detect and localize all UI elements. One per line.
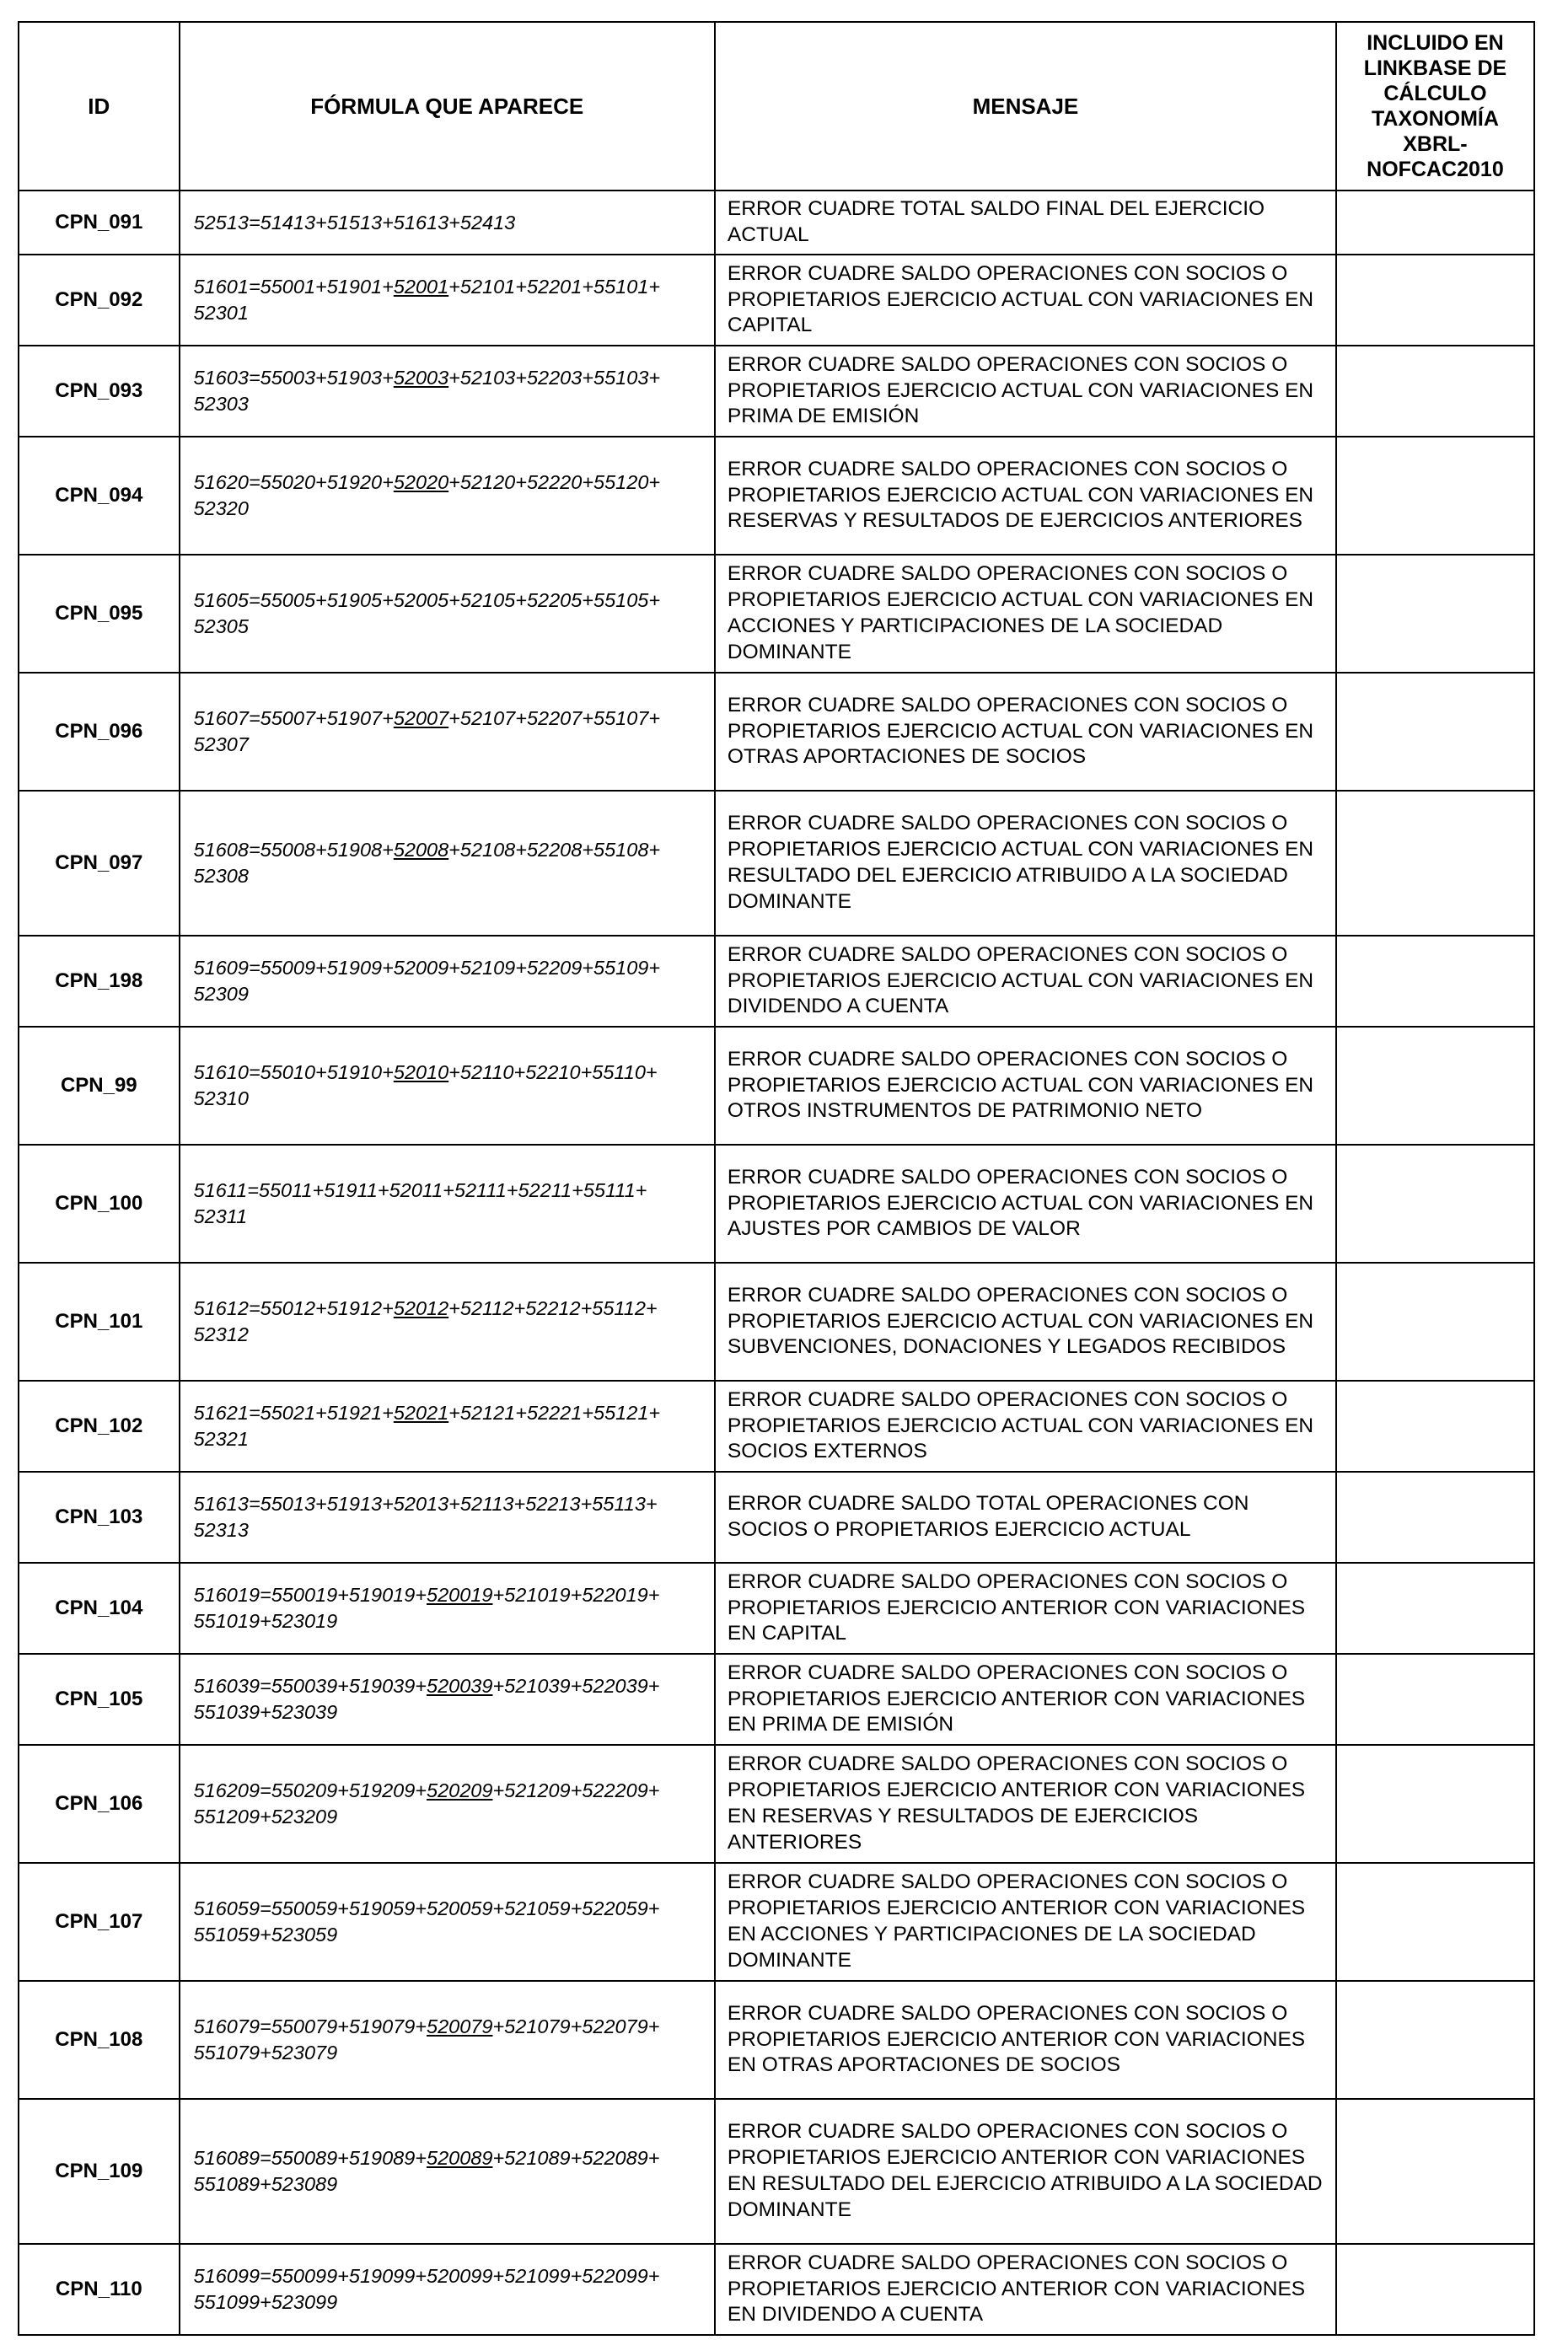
table-row (19, 2099, 1534, 2244)
formula-part: 51621=55021+51921+ (193, 1402, 394, 1424)
row-formula (180, 1654, 715, 1745)
row-included (1336, 1981, 1534, 2099)
formula-part: +52103+52203+55103+ (448, 367, 661, 389)
row-included (1336, 2099, 1534, 2244)
formula-part: 51608=55008+51908+ (193, 839, 394, 861)
row-message: ERROR CUADRE SALDO OPERACIONES CON SOCIOS O PROPIETARIOS EJERCICIO ACTUAL CON VARIACIONES EN AJUSTES POR CAMBIOS DE VALOR (715, 1145, 1336, 1263)
row-included (1336, 936, 1534, 1027)
formula-underlined-part: 52007 (393, 707, 449, 729)
formula-part: +52108+52208+55108+ (448, 839, 661, 861)
formula-part: 52307 (193, 733, 249, 755)
row-included (1336, 437, 1534, 555)
row-included (1336, 555, 1534, 673)
table-row (19, 1027, 1534, 1145)
table-row (19, 346, 1534, 437)
row-included (1336, 1563, 1534, 1654)
formula-underlined-part: 520209 (427, 1779, 493, 1801)
table-body (19, 191, 1534, 2335)
row-message: ERROR CUADRE SALDO OPERACIONES CON SOCIOS O PROPIETARIOS EJERCICIO ACTUAL CON VARIACIONES EN PRIMA DE EMISIÓN (715, 346, 1336, 437)
formula-part: +52120+52220+55120+ (448, 471, 661, 493)
formula-underlined-part: 52008 (393, 839, 449, 861)
formula-part: 51620=55020+51920+ (193, 471, 394, 493)
table-row (19, 1563, 1534, 1654)
table-row (19, 936, 1534, 1027)
formula-part: 516089=550089+519089+ (193, 2147, 427, 2169)
formula-part: 516039=550039+519039+ (193, 1675, 427, 1697)
table-row (19, 1263, 1534, 1381)
formula-part: 516099=550099+519099+520099+521099+522099+ (193, 2265, 660, 2287)
row-id: CPN_095 (19, 555, 180, 673)
formula-part: 51601=55001+51901+ (193, 276, 394, 298)
formula-part: +52121+52221+55121+ (448, 1402, 661, 1424)
table-row (19, 1654, 1534, 1745)
row-included (1336, 191, 1534, 255)
table-row (19, 555, 1534, 673)
row-included (1336, 673, 1534, 791)
validation-rules-table (18, 21, 1535, 2336)
formula-part: 51612=55012+51912+ (193, 1297, 394, 1319)
row-message: ERROR CUADRE SALDO OPERACIONES CON SOCIOS O PROPIETARIOS EJERCICIO ACTUAL CON VARIACIONES EN DIVIDENDO A CUENTA (715, 936, 1336, 1027)
row-included (1336, 1381, 1534, 1472)
row-id: CPN_101 (19, 1263, 180, 1381)
formula-part: 52301 (193, 302, 249, 324)
header-included: INCLUIDO EN LINKBASE DE CÁLCULO TAXONOMÍA XBRL-NOFCAC2010 (1336, 22, 1534, 191)
row-id: CPN_105 (19, 1654, 180, 1745)
formula-part: 51603=55003+51903+ (193, 367, 394, 389)
row-formula (180, 191, 715, 255)
row-message: ERROR CUADRE SALDO OPERACIONES CON SOCIOS O PROPIETARIOS EJERCICIO ANTERIOR CON VARIACIONES EN ACCIONES Y PARTICIPACIONES DE LA SOCIEDAD DOMINANTE (715, 1863, 1336, 1981)
row-formula (180, 1563, 715, 1654)
row-id: CPN_096 (19, 673, 180, 791)
row-message: ERROR CUADRE TOTAL SALDO FINAL DEL EJERCICIO ACTUAL (715, 191, 1336, 255)
formula-underlined-part: 52020 (393, 471, 449, 493)
formula-underlined-part: 52001 (393, 276, 449, 298)
row-included (1336, 1863, 1534, 1981)
row-message: ERROR CUADRE SALDO OPERACIONES CON SOCIOS O PROPIETARIOS EJERCICIO ACTUAL CON VARIACIONES EN CAPITAL (715, 255, 1336, 346)
row-id: CPN_091 (19, 191, 180, 255)
table-row (19, 791, 1534, 936)
formula-part: 551019+523019 (193, 1610, 338, 1632)
row-message: ERROR CUADRE SALDO OPERACIONES CON SOCIOS O PROPIETARIOS EJERCICIO ANTERIOR CON VARIACIONES EN OTRAS APORTACIONES DE SOCIOS (715, 1981, 1336, 2099)
row-included (1336, 1745, 1534, 1863)
formula-part: +52112+52212+55112+ (448, 1297, 658, 1319)
row-formula (180, 1981, 715, 2099)
formula-part: +521089+522089+ (492, 2147, 660, 2169)
formula-part: 551039+523039 (193, 1701, 338, 1723)
row-id: CPN_093 (19, 346, 180, 437)
row-formula (180, 1381, 715, 1472)
row-formula (180, 1472, 715, 1563)
row-formula (180, 255, 715, 346)
table-header-row (19, 22, 1534, 191)
row-included (1336, 1654, 1534, 1745)
formula-part: 52311 (193, 1205, 248, 1227)
row-included (1336, 1472, 1534, 1563)
row-formula (180, 673, 715, 791)
row-included (1336, 346, 1534, 437)
row-id: CPN_109 (19, 2099, 180, 2244)
row-formula (180, 1863, 715, 1981)
formula-part: 551079+523079 (193, 2042, 338, 2064)
formula-underlined-part: 52021 (393, 1402, 449, 1424)
row-id: CPN_092 (19, 255, 180, 346)
formula-underlined-part: 520039 (427, 1675, 493, 1697)
row-message: ERROR CUADRE SALDO OPERACIONES CON SOCIOS O PROPIETARIOS EJERCICIO ACTUAL CON VARIACIONES EN RESULTADO DEL EJERCICIO ATRIBUIDO A LA SOCIEDAD DOMINANTE (715, 791, 1336, 936)
row-id: CPN_102 (19, 1381, 180, 1472)
row-message: ERROR CUADRE SALDO OPERACIONES CON SOCIOS O PROPIETARIOS EJERCICIO ANTERIOR CON VARIACIONES EN RESERVAS Y RESULTADOS DE EJERCICIOS ANTERIORES (715, 1745, 1336, 1863)
formula-part: 516079=550079+519079+ (193, 2015, 427, 2037)
row-message: ERROR CUADRE SALDO TOTAL OPERACIONES CON SOCIOS O PROPIETARIOS EJERCICIO ACTUAL (715, 1472, 1336, 1563)
formula-part: 52309 (193, 983, 249, 1005)
formula-underlined-part: 520019 (427, 1584, 493, 1606)
formula-underlined-part: 52012 (393, 1297, 449, 1319)
row-formula (180, 1145, 715, 1263)
formula-part: 516019=550019+519019+ (193, 1584, 427, 1606)
row-message: ERROR CUADRE SALDO OPERACIONES CON SOCIOS O PROPIETARIOS EJERCICIO ANTERIOR CON VARIACIONES EN DIVIDENDO A CUENTA (715, 2244, 1336, 2335)
row-included (1336, 1145, 1534, 1263)
row-id: CPN_99 (19, 1027, 180, 1145)
formula-part: +521039+522039+ (492, 1675, 660, 1697)
row-message: ERROR CUADRE SALDO OPERACIONES CON SOCIOS O PROPIETARIOS EJERCICIO ACTUAL CON VARIACIONES EN RESERVAS Y RESULTADOS DE EJERCICIOS ANTERIORES (715, 437, 1336, 555)
row-formula (180, 346, 715, 437)
table-row (19, 1381, 1534, 1472)
table-row (19, 2244, 1534, 2335)
row-id: CPN_104 (19, 1563, 180, 1654)
row-message: ERROR CUADRE SALDO OPERACIONES CON SOCIOS O PROPIETARIOS EJERCICIO ANTERIOR CON VARIACIONES EN PRIMA DE EMISIÓN (715, 1654, 1336, 1745)
header-message: MENSAJE (715, 22, 1336, 191)
row-message: ERROR CUADRE SALDO OPERACIONES CON SOCIOS O PROPIETARIOS EJERCICIO ACTUAL CON VARIACIONES EN OTROS INSTRUMENTOS DE PATRIMONIO NETO (715, 1027, 1336, 1145)
formula-part: +52101+52201+55101+ (448, 276, 661, 298)
row-formula (180, 936, 715, 1027)
row-formula (180, 1263, 715, 1381)
formula-part: +52107+52207+55107+ (448, 707, 661, 729)
formula-part: 52513=51413+51513+51613+52413 (193, 211, 516, 233)
formula-part: 52305 (193, 615, 249, 637)
row-included (1336, 1027, 1534, 1145)
formula-underlined-part: 520079 (427, 2015, 493, 2037)
formula-part: 551089+523089 (193, 2173, 338, 2195)
header-formula: FÓRMULA QUE APARECE (180, 22, 715, 191)
row-included (1336, 255, 1534, 346)
row-message: ERROR CUADRE SALDO OPERACIONES CON SOCIOS O PROPIETARIOS EJERCICIO ACTUAL CON VARIACIONES EN ACCIONES Y PARTICIPACIONES DE LA SOCIEDAD DOMINANTE (715, 555, 1336, 673)
formula-underlined-part: 52010 (393, 1061, 449, 1083)
table-row (19, 1745, 1534, 1863)
row-id: CPN_108 (19, 1981, 180, 2099)
row-included (1336, 2244, 1534, 2335)
formula-part: 52313 (193, 1519, 249, 1541)
formula-part: 51613=55013+51913+52013+52113+52213+55113+ (193, 1493, 658, 1515)
table-row (19, 191, 1534, 255)
row-message: ERROR CUADRE SALDO OPERACIONES CON SOCIOS O PROPIETARIOS EJERCICIO ACTUAL CON VARIACIONES EN OTRAS APORTACIONES DE SOCIOS (715, 673, 1336, 791)
formula-part: 551059+523059 (193, 1924, 338, 1946)
row-id: CPN_198 (19, 936, 180, 1027)
formula-part: 52303 (193, 393, 249, 415)
formula-part: +521079+522079+ (492, 2015, 660, 2037)
row-formula (180, 791, 715, 936)
row-id: CPN_097 (19, 791, 180, 936)
row-id: CPN_100 (19, 1145, 180, 1263)
table-row (19, 437, 1534, 555)
row-formula (180, 2244, 715, 2335)
table-row (19, 1145, 1534, 1263)
row-id: CPN_103 (19, 1472, 180, 1563)
formula-part: 51605=55005+51905+52005+52105+52205+55105+ (193, 589, 661, 611)
formula-part: +521019+522019+ (492, 1584, 660, 1606)
formula-part: 51609=55009+51909+52009+52109+52209+55109+ (193, 957, 661, 979)
formula-part: +521209+522209+ (492, 1779, 660, 1801)
row-formula (180, 2099, 715, 2244)
formula-part: 51607=55007+51907+ (193, 707, 394, 729)
formula-part: 52308 (193, 865, 249, 887)
formula-part: 52312 (193, 1323, 249, 1345)
row-id: CPN_106 (19, 1745, 180, 1863)
row-message: ERROR CUADRE SALDO OPERACIONES CON SOCIOS O PROPIETARIOS EJERCICIO ANTERIOR CON VARIACIONES EN RESULTADO DEL EJERCICIO ATRIBUIDO A LA SOCIEDAD DOMINANTE (715, 2099, 1336, 2244)
formula-part: +52110+52210+55110+ (448, 1061, 658, 1083)
formula-part: 516059=550059+519059+520059+521059+522059+ (193, 1897, 660, 1919)
formula-part: 551099+523099 (193, 2291, 338, 2313)
row-formula (180, 1027, 715, 1145)
formula-underlined-part: 52003 (393, 367, 449, 389)
row-message: ERROR CUADRE SALDO OPERACIONES CON SOCIOS O PROPIETARIOS EJERCICIO ACTUAL CON VARIACIONES EN SUBVENCIONES, DONACIONES Y LEGADOS RECIBIDOS (715, 1263, 1336, 1381)
row-formula (180, 437, 715, 555)
formula-underlined-part: 520089 (427, 2147, 493, 2169)
row-id: CPN_107 (19, 1863, 180, 1981)
row-formula (180, 555, 715, 673)
row-message: ERROR CUADRE SALDO OPERACIONES CON SOCIOS O PROPIETARIOS EJERCICIO ACTUAL CON VARIACIONES EN SOCIOS EXTERNOS (715, 1381, 1336, 1472)
formula-part: 52321 (193, 1428, 249, 1450)
table-row (19, 1863, 1534, 1981)
formula-part: 551209+523209 (193, 1806, 338, 1827)
formula-part: 52320 (193, 497, 249, 519)
formula-part: 51611=55011+51911+52011+52111+52211+55111+ (193, 1179, 647, 1201)
row-included (1336, 791, 1534, 936)
row-id: CPN_110 (19, 2244, 180, 2335)
table-row (19, 255, 1534, 346)
table-row (19, 1472, 1534, 1563)
row-message: ERROR CUADRE SALDO OPERACIONES CON SOCIOS O PROPIETARIOS EJERCICIO ANTERIOR CON VARIACIONES EN CAPITAL (715, 1563, 1336, 1654)
row-id: CPN_094 (19, 437, 180, 555)
formula-part: 52310 (193, 1087, 249, 1109)
table-row (19, 673, 1534, 791)
row-included (1336, 1263, 1534, 1381)
table-row (19, 1981, 1534, 2099)
header-id: ID (19, 22, 180, 191)
formula-part: 516209=550209+519209+ (193, 1779, 427, 1801)
formula-part: 51610=55010+51910+ (193, 1061, 394, 1083)
row-formula (180, 1745, 715, 1863)
